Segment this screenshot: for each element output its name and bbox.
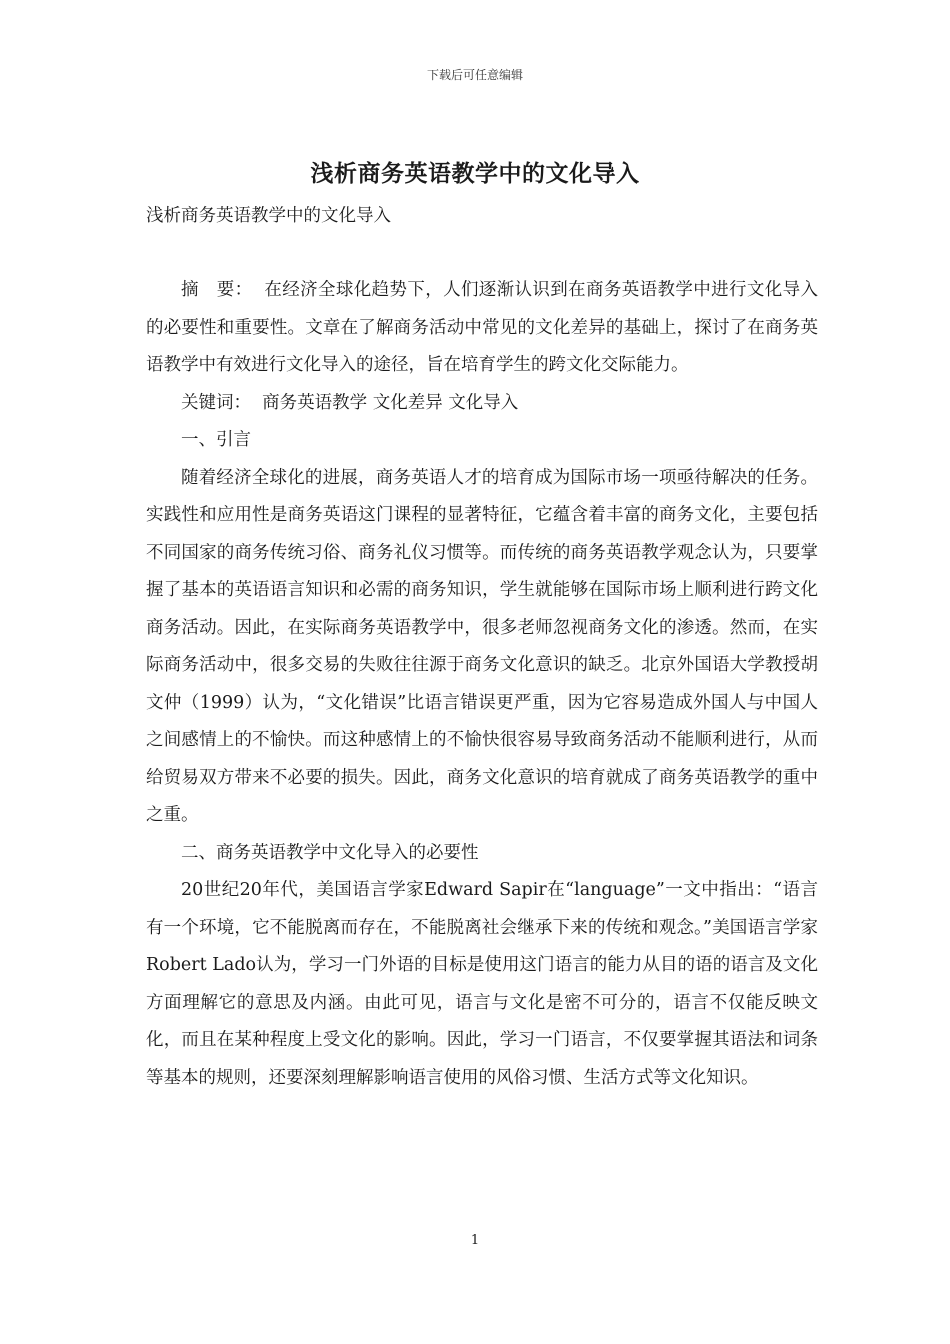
document-title: 浅析商务英语教学中的文化导入 [310,160,640,187]
keywords-text: 商务英语教学 文化差异 文化导入 [262,392,519,413]
abstract-label: 摘 要： [181,280,253,300]
section-1-paragraph: 随着经济全球化的进展，商务英语人才的培育成为国际市场一项亟待解决的任务。实践性和应用性是商务英语这门课程的显著特征，它蕴含着丰富的商务文化，主要包括不同国家的商务传统习俗、商务礼仪习惯等。而传统的商务英语教学观念认为，只要掌握了基本的英语语言知识和必需的商务知识，学生就能够在国际市场上顺利进行跨文化商务活动。因此，在实际商务英语教学中，很多老师忽视商务文化的渗透。然而，在实际商务活动中，很多交易的失败往往源于商务文化意识的缺乏。北京外国语大学教授胡文仲（1999）认为，“文化错误”比语言错误更严重，因为它容易造成外国人与中国人之间感情上的不愉快。而这种感情上的不愉快很容易导致商务活动不能顺利进行，从而给贸易双方带来不必要的损失。因此，商务文化意识的培育就成了商务英语教学的重中之重。 [146,467,818,825]
section-2-paragraph: 20世纪20年代，美国语言学家Edward Sapir在“language”一文中指出：“语言有一个环境，它不能脱离而存在，不能脱离社会继承下来的传统和观念。”美国语言学家Robert Lado认为，学习一门外语的目标是使用这门语言的能力从目的语的语言及文化方面理解它的意思及内涵。由此可见，语言与文化是密不可分的，语言不仅能反映文化，而且在某种程度上受文化的影响。因此，学习一门语言，不仅要掌握其语法和词条等基本的规则，还要深刻理解影响语言使用的风俗习惯、生活方式等文化知识。 [146,880,818,1088]
section-1-heading: 一、引言 [181,430,251,450]
keywords-paragraph [146,385,818,423]
page-header: 下载后可任意编辑 [426,68,523,82]
page-number: 1 [470,1233,480,1248]
abstract-paragraph [146,272,818,385]
keywords-label: 关键词： [181,392,251,413]
document-body [146,272,818,1097]
document-subtitle: 浅析商务英语教学中的文化导入 [146,206,391,226]
abstract-text: 在经济全球化趋势下，人们逐渐认识到在商务英语教学中进行文化导入的必要性和重要性。文章在了解商务活动中常见的文化差异的基础上，探讨了在商务英语教学中有效进行文化导入的途径，旨在培育学生的跨文化交际能力。 [146,280,818,375]
section-2-heading: 二、商务英语教学中文化导入的必要性 [181,842,479,863]
